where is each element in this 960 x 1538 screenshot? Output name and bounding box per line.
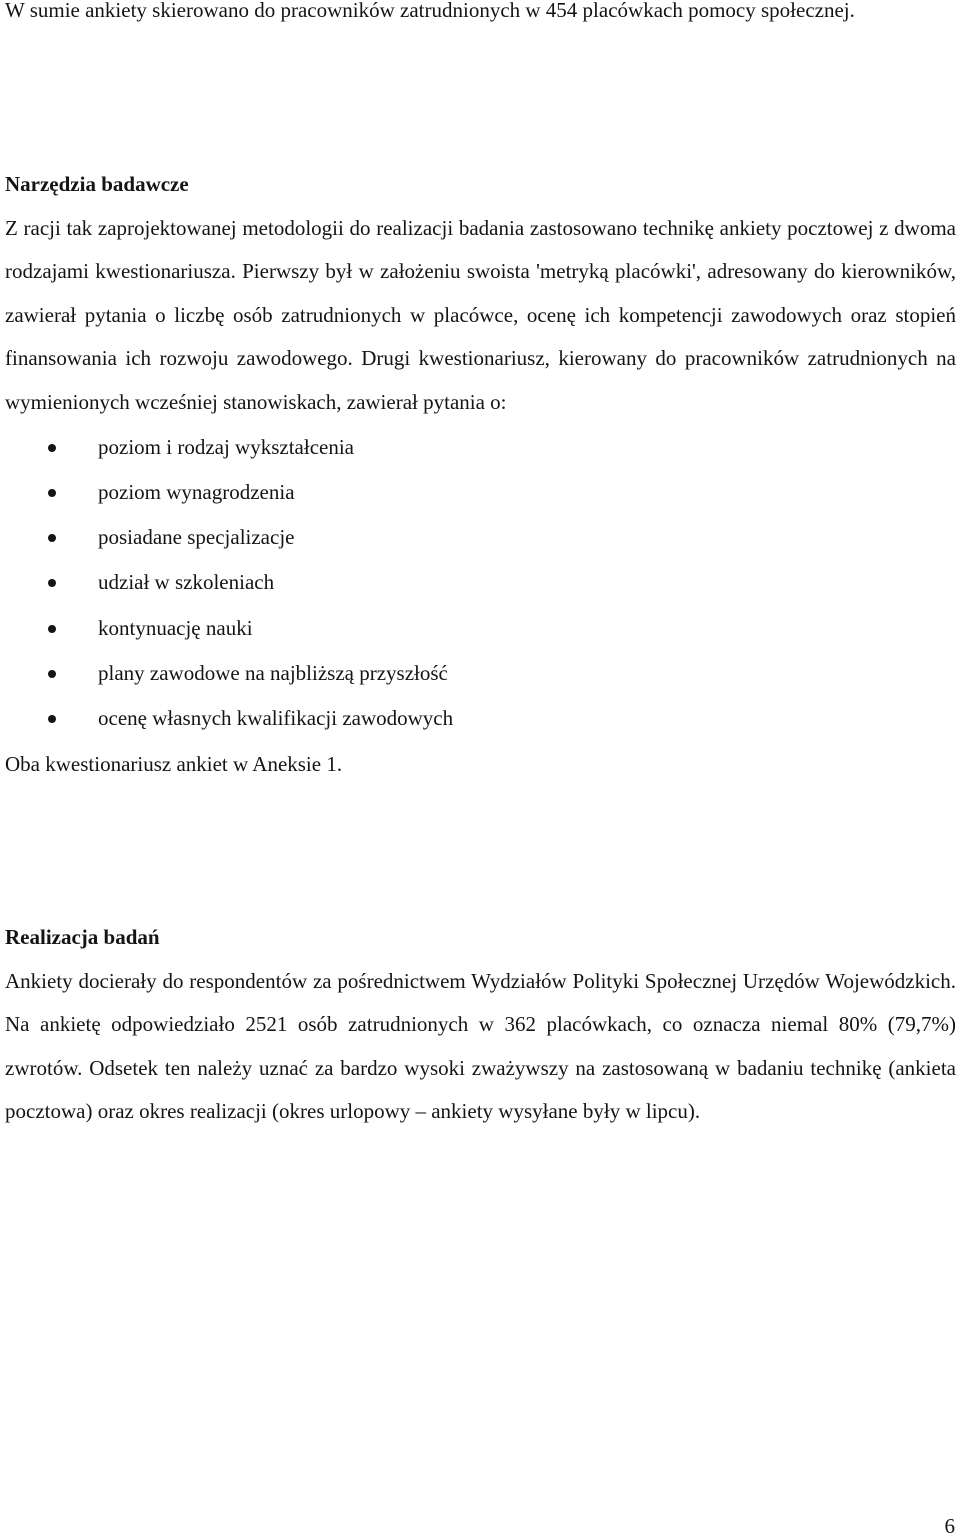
- section-heading-survey-execution: Realizacja badań: [5, 925, 160, 949]
- bullet-icon: [48, 579, 56, 587]
- list-item-text: ocenę własnych kwalifikacji zawodowych: [98, 706, 454, 731]
- bullet-icon: [48, 489, 56, 497]
- methods-paragraph: Z racji tak zaprojektowanej metodologii do realizacji badania zastosowano technikę ankiety pocztowej z dwoma rodzajami kwestionariusza. Pierwszy był w założeniu swoista 'metryką placówki', adresowany do kierowników, zawierał pytania o liczbę osób zatrudnionych w placówce, ocenę ich kompetencji zawodowych oraz stopień finansowania ich rozwoju zawodowego. Drugi kwestionariusz, kierowany do pracowników zatrudnionych na wymienionych wcześniej stanowiskach, zawierał pytania o:: [5, 215, 956, 414]
- questionnaire-topics-list: [5, 425, 956, 742]
- bullet-icon: [48, 670, 56, 678]
- section-heading-research-tools: Narzędzia badawcze: [5, 172, 189, 196]
- bullet-icon: [48, 625, 56, 633]
- page-number: 6: [944, 1514, 955, 1538]
- list-item-text: plany zawodowe na najbliższą przyszłość: [98, 661, 448, 686]
- list-item-text: udział w szkoleniach: [98, 570, 275, 595]
- bullet-icon: [48, 444, 56, 452]
- list-item: [5, 606, 956, 651]
- list-item: [5, 651, 956, 696]
- section-research-tools: [5, 163, 956, 787]
- results-paragraph: Ankiety docierały do respondentów za pośrednictwem Wydziałów Polityki Społecznej Urzędów Wojewódzkich. Na ankietę odpowiedziało 2521 osób zatrudnionych w 362 placówkach, co oznacza niemal 80% (79,7%) zwrotów. Odsetek ten należy uznać za bardzo wysoki zważywszy na zastosowaną w badaniu technikę (ankieta pocztowa) oraz okres realizacji (okres urlopowy – ankiety wysyłane były w lipcu).: [5, 968, 956, 1124]
- intro-paragraph: W sumie ankiety skierowano do pracowników zatrudnionych w 454 placówkach pomocy społecznej.: [5, 0, 855, 22]
- list-item: [5, 515, 956, 560]
- list-item-text: posiadane specjalizacje: [98, 525, 295, 550]
- list-item-text: poziom i rodzaj wykształcenia: [98, 434, 354, 459]
- list-item-text: kontynuację nauki: [98, 615, 253, 640]
- list-item-text: poziom wynagrodzenia: [98, 479, 295, 504]
- list-item: [5, 560, 956, 605]
- list-item: [5, 425, 956, 470]
- list-item: [5, 696, 956, 741]
- section-survey-execution: [5, 916, 956, 1134]
- annex-note: Oba kwestionariusz ankiet w Aneksie 1.: [5, 751, 343, 776]
- bullet-icon: [48, 715, 56, 723]
- bullet-icon: [48, 534, 56, 542]
- list-item: [5, 470, 956, 515]
- document-page: [5, 0, 956, 1124]
